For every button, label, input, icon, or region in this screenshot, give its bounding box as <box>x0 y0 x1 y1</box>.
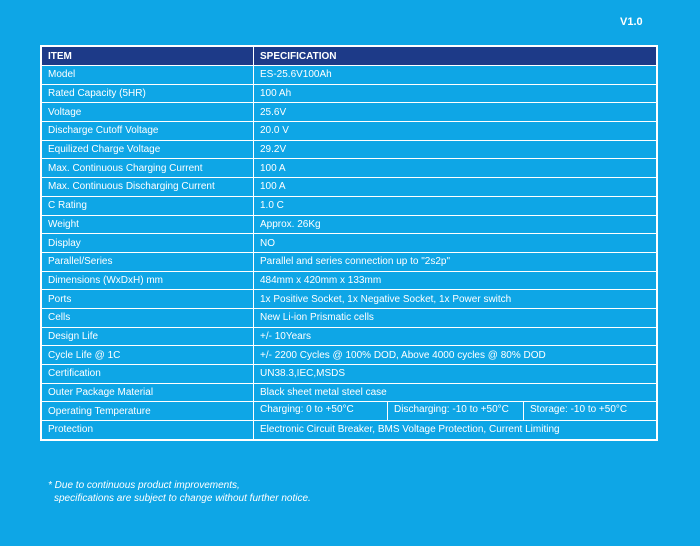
table-row <box>41 383 657 402</box>
spec-cell: +/- 2200 Cycles @ 100% DOD, Above 4000 cycles @ 80% DOD <box>254 346 658 365</box>
header-specification: SPECIFICATION <box>254 46 658 66</box>
table-row <box>41 290 657 309</box>
table-row <box>41 103 657 122</box>
discharging-temperature: Discharging: -10 to +50°C <box>387 402 523 420</box>
footnote-line-1: * Due to continuous product improvements, <box>48 480 240 491</box>
item-cell: Outer Package Material <box>41 383 254 402</box>
item-cell: Certification <box>41 365 254 384</box>
item-cell: Max. Continuous Discharging Current <box>41 178 254 197</box>
table-row <box>41 215 657 234</box>
item-cell: Dimensions (WxDxH) mm <box>41 271 254 290</box>
spec-cell: New Li-ion Prismatic cells <box>254 308 658 327</box>
item-cell: Protection <box>41 421 254 440</box>
specification-table <box>40 45 658 441</box>
table-row <box>41 84 657 103</box>
table-row <box>41 234 657 253</box>
table-row <box>41 122 657 141</box>
spec-cell: 20.0 V <box>254 122 658 141</box>
item-cell: Weight <box>41 215 254 234</box>
table-row <box>41 178 657 197</box>
table-body <box>41 66 657 440</box>
charging-temperature: Charging: 0 to +50°C <box>260 404 354 416</box>
table-row <box>41 252 657 271</box>
spec-cell: +/- 10Years <box>254 327 658 346</box>
operating-temperature-group <box>254 402 656 420</box>
item-cell: Ports <box>41 290 254 309</box>
version-label: V1.0 <box>620 16 643 28</box>
spec-cell: 1x Positive Socket, 1x Negative Socket, 1x Power switch <box>254 290 658 309</box>
table-row <box>41 327 657 346</box>
table-row-operating-temperature <box>41 402 657 421</box>
storage-temperature: Storage: -10 to +50°C <box>523 402 656 420</box>
spec-cell: 484mm x 420mm x 133mm <box>254 271 658 290</box>
header-item: ITEM <box>41 46 254 66</box>
spec-cell: Parallel and series connection up to "2s2p" <box>254 252 658 271</box>
item-cell: Rated Capacity (5HR) <box>41 84 254 103</box>
spec-cell: ES-25.6V100Ah <box>254 66 658 85</box>
item-cell: Discharge Cutoff Voltage <box>41 122 254 141</box>
item-cell: Operating Temperature <box>41 402 254 421</box>
item-cell: Model <box>41 66 254 85</box>
item-cell: Equilized Charge Voltage <box>41 140 254 159</box>
spec-cell <box>254 402 658 421</box>
table-row <box>41 346 657 365</box>
table-row <box>41 196 657 215</box>
table-row <box>41 308 657 327</box>
spec-cell: NO <box>254 234 658 253</box>
item-cell: Design Life <box>41 327 254 346</box>
footnote-line-2: specifications are subject to change without further notice. <box>54 493 311 504</box>
item-cell: Cycle Life @ 1C <box>41 346 254 365</box>
table-row <box>41 140 657 159</box>
table-header-row <box>41 46 657 66</box>
spec-cell: Electronic Circuit Breaker, BMS Voltage Protection, Current Limiting <box>254 421 658 440</box>
spec-cell: 100 A <box>254 159 658 178</box>
spec-cell: 29.2V <box>254 140 658 159</box>
item-cell: Display <box>41 234 254 253</box>
item-cell: C Rating <box>41 196 254 215</box>
spec-cell: UN38.3,IEC,MSDS <box>254 365 658 384</box>
item-cell: Cells <box>41 308 254 327</box>
spec-cell: Black sheet metal steel case <box>254 383 658 402</box>
item-cell: Max. Continuous Charging Current <box>41 159 254 178</box>
spec-cell: 25.6V <box>254 103 658 122</box>
spec-cell: 1.0 C <box>254 196 658 215</box>
item-cell: Parallel/Series <box>41 252 254 271</box>
table-row <box>41 271 657 290</box>
table-row-protection <box>41 421 657 440</box>
item-cell: Voltage <box>41 103 254 122</box>
spec-cell: 100 A <box>254 178 658 197</box>
footnote <box>48 479 311 505</box>
table-row <box>41 159 657 178</box>
table-row <box>41 365 657 384</box>
table-row <box>41 66 657 85</box>
spec-cell: Approx. 26Kg <box>254 215 658 234</box>
spec-cell: 100 Ah <box>254 84 658 103</box>
